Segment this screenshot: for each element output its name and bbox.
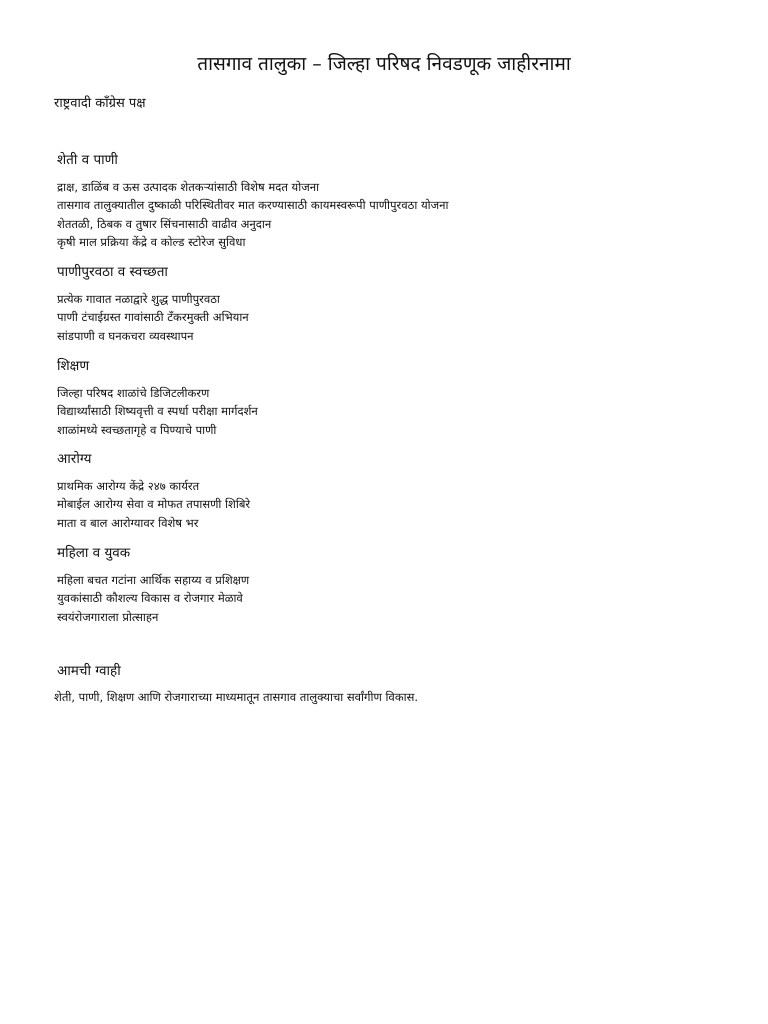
list-item: जिल्हा परिषद शाळांचे डिजिटलीकरण [57, 386, 210, 400]
section-women-youth [57, 543, 737, 626]
section-education [57, 356, 737, 439]
list-item: शाळांमध्ये स्वच्छतागृहे व पिण्याचे पाणी [57, 422, 217, 437]
section-water-supply-sanitation [57, 262, 737, 345]
list-item: प्रत्येक गावात नळाद्वारे शुद्ध पाणीपुरवठा [57, 292, 220, 306]
list-item: युवकांसाठी कौशल्य विकास व रोजगार मेळावे [57, 591, 243, 606]
list-item: सांडपाणी व घनकचरा व्यवस्थापन [57, 328, 194, 343]
section-heading: आरोग्य [57, 451, 92, 467]
list-item: मोबाईल आरोग्य सेवा व मोफत तपासणी शिबिरे [57, 497, 251, 512]
section-heading: महिला व युवक [57, 545, 131, 561]
section-heading: शेती व पाणी [57, 152, 118, 168]
section-heading: शिक्षण [57, 358, 90, 374]
list-item: कृषी माल प्रक्रिया केंद्रे व कोल्ड स्टोरेज सुविधा [57, 234, 246, 249]
list-item: द्राक्ष, डाळिंब व ऊस उत्पादक शेतकऱ्यांसाठी विशेष मदत योजना [57, 180, 320, 194]
list-item: स्वयंरोजगाराला प्रोत्साहन [57, 609, 159, 624]
party-name: राष्ट्रवादी काँग्रेस पक्ष [54, 96, 146, 111]
section-heading: पाणीपुरवठा व स्वच्छता [57, 264, 168, 280]
section-agriculture-water [57, 150, 737, 251]
list-item: पाणी टंचाईग्रस्त गावांसाठी टँकरमुक्ती अभियान [57, 310, 249, 325]
closing-heading: आमची ग्वाही [57, 663, 121, 679]
page-title: तासगाव तालुका – जिल्हा परिषद निवडणूक जाहीरनामा [197, 53, 571, 75]
list-item: विद्यार्थ्यांसाठी शिष्यवृत्ती व स्पर्धा परीक्षा मार्गदर्शन [57, 404, 258, 419]
list-item: शेततळी, ठिबक व तुषार सिंचनासाठी वाढीव अनुदान [57, 216, 272, 231]
section-health [57, 449, 737, 532]
list-item: प्राथमिक आरोग्य केंद्रे २४७ कार्यरत [57, 479, 200, 493]
list-item: महिला बचत गटांना आर्थिक सहाय्य व प्रशिक्षण [57, 573, 250, 587]
list-item: माता व बाल आरोग्यावर विशेष भर [57, 515, 199, 530]
list-item: तासगाव तालुक्यातील दुष्काळी परिस्थितीवर मात करण्यासाठी कायमस्वरूपी पाणीपुरवठा योजना [57, 198, 449, 213]
closing-statement: शेती, पाणी, शिक्षण आणि रोजगाराच्या माध्यमातून तासगाव तालुक्याचा सर्वांगीण विकास. [54, 690, 419, 704]
